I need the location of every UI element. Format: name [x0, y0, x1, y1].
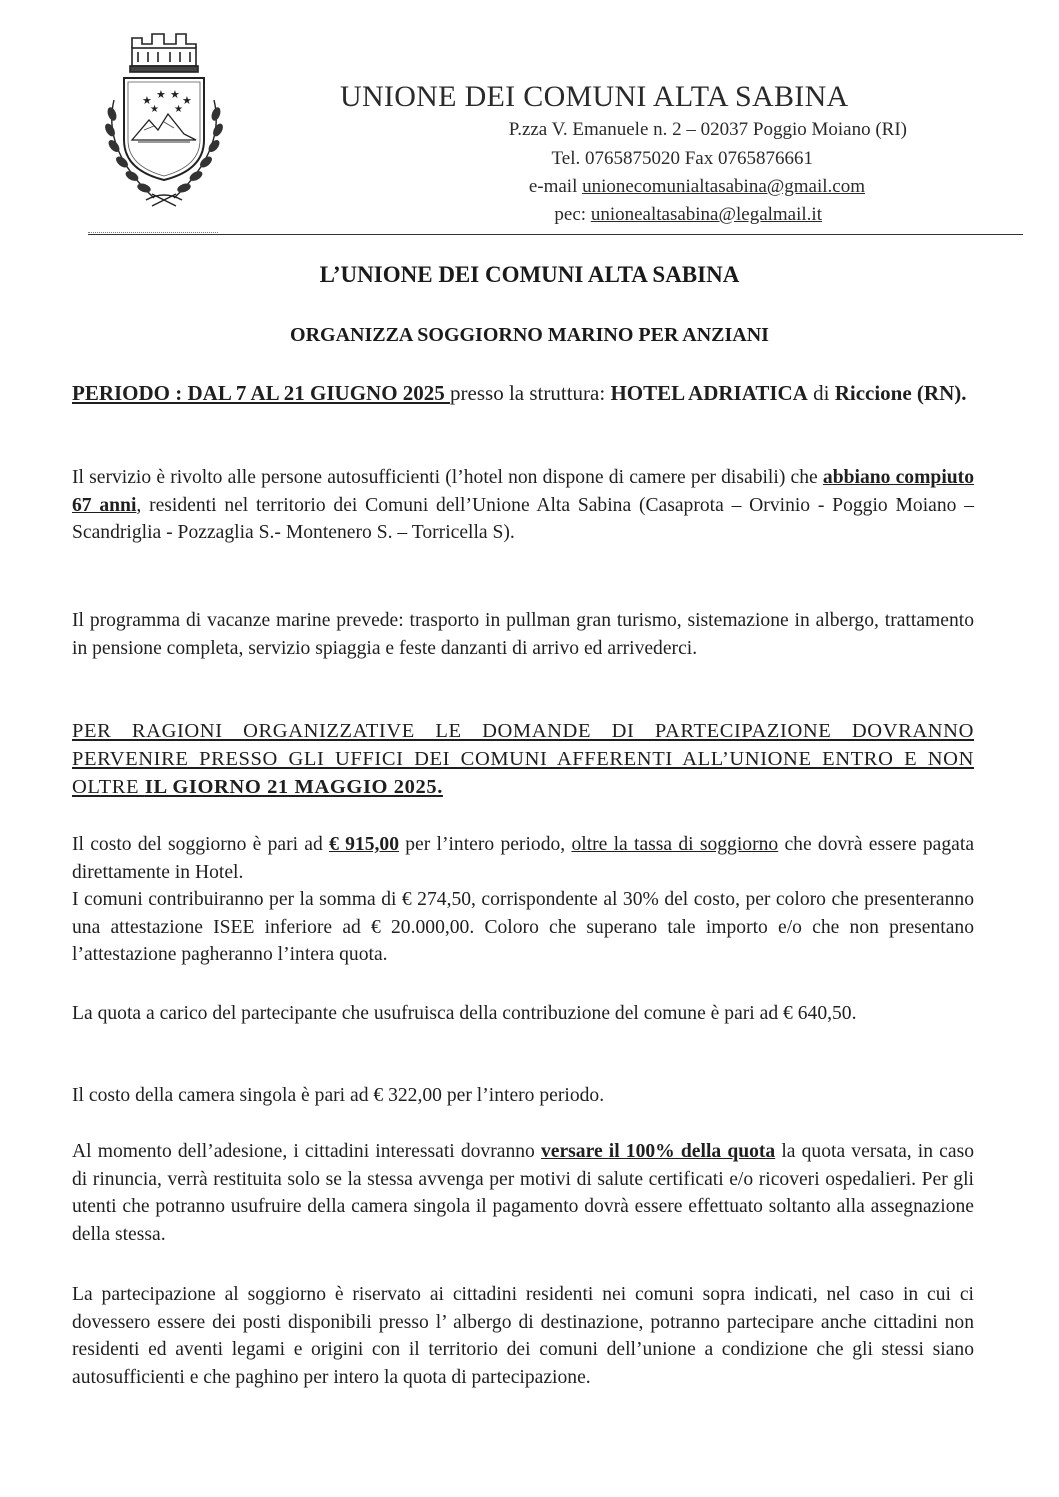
cost-amount: € 915,00 [329, 834, 399, 855]
period-paragraph [72, 379, 974, 408]
svg-text:★: ★ [156, 88, 166, 101]
pec-link[interactable]: unionealtasabina@legalmail.it [590, 204, 822, 225]
document-title: L’UNIONE DEI COMUNI ALTA SABINA [319, 262, 740, 287]
payment-text: Al momento dell’adesione, i cittadini interessati dovranno [72, 1141, 541, 1162]
deadline-text: PER RAGIONI ORGANIZZATIVE LE DOMANDE DI PARTECIPAZIONE DOVRANNO PERVENIRE PRESSO GLI UFFICI DEI COMUNI AFFERENTI ALL’UNIONE ENTRO E NON OLTRE [72, 720, 974, 798]
pec-label: pec: [554, 204, 591, 225]
payment-paragraph [72, 1138, 974, 1248]
payment-highlight: versare il 100% della quota [540, 1141, 776, 1162]
email-label: e-mail [528, 176, 583, 197]
svg-text:★: ★ [174, 104, 183, 115]
age-requirement: abbiano compiuto 67 anni [72, 467, 974, 516]
phone-fax-line: Tel. 0765875020 Fax 0765876661 [551, 148, 813, 169]
cost-paragraph [72, 831, 974, 969]
tourist-tax-note: oltre la tassa di soggiorno [571, 834, 779, 855]
cost-text-3: che dovrà essere pagata direttamente in Hotel. [72, 834, 975, 883]
pec-line [554, 204, 822, 226]
header-divider [88, 234, 1023, 235]
eligibility-paragraph [72, 464, 974, 547]
email-line [529, 176, 865, 198]
period-text: presso la struttura: [450, 381, 611, 405]
payment-text-2: la quota versata, in caso di rinuncia, verrà restituita solo se la stessa avvenga per motivi di salute certificati e/o ricoveri ospedalieri. Per gli utenti che potranno usufruire della camera singola il pagamento dovrà essere effettuato soltanto alla assegnazione della stessa. [72, 1141, 974, 1245]
hotel-name: HOTEL ADRIATICA [610, 381, 808, 405]
contribution-text: I comuni contribuiranno per la somma di € 274,50, corrispondente al 30% del costo, per coloro che presenteranno una attestazione ISEE inferiore ad € 20.000,00. Coloro che superano tale importo e/o che non presentano l’attestazione pagheranno l’intera quota. [72, 889, 974, 965]
hotel-city: Riccione (RN). [834, 381, 967, 405]
cost-text-2: per l’intero periodo, [399, 834, 572, 855]
svg-text:★: ★ [150, 104, 159, 115]
cost-text: Il costo del soggiorno è pari ad [72, 834, 330, 855]
single-room-paragraph: Il costo della camera singola è pari ad € 322,00 per l’intero periodo. [72, 1085, 605, 1106]
document-subtitle: ORGANIZZA SOGGIORNO MARINO PER ANZIANI [290, 324, 769, 346]
participation-paragraph: La partecipazione al soggiorno è riservato ai cittadini residenti nei comuni sopra indicati, nel caso in cui ci dovessero essere dei posti disponibili presso l’ albergo di destinazione, potranno partecipare anche cittadini non residenti ed aventi legami e origini con il territorio dei comuni dell’unione a condizione che gli stessi siano autosufficienti e che paghino per intero la quota di partecipazione. [72, 1284, 974, 1388]
period-label: PERIODO : DAL 7 AL 21 GIUGNO 2025 [72, 381, 451, 405]
deadline-paragraph [72, 717, 974, 801]
program-paragraph: Il programma di vacanze marine prevede: trasporto in pullman gran turismo, sistemazione in albergo, trattamento in pensione completa, servizio spiaggia e feste danzanti di arrivo ed arrivederci. [72, 610, 974, 659]
svg-text:★: ★ [170, 88, 180, 101]
eligibility-text-2: , residenti nel territorio dei Comuni dell’Unione Alta Sabina (Casaprota – Orvinio - Poggio Moiano – Scandriglia - Pozzaglia S.- Montenero S. – Torricella S). [72, 494, 974, 543]
svg-text:★: ★ [182, 94, 192, 107]
email-link[interactable]: unionecomunialtasabina@gmail.com [582, 176, 865, 197]
svg-text:★: ★ [142, 94, 152, 107]
organization-name: UNIONE DEI COMUNI ALTA SABINA [340, 80, 849, 113]
participant-share-paragraph: La quota a carico del partecipante che usufruisca della contribuzione del comune è pari ad € 640,50. [72, 1003, 857, 1024]
eligibility-text: Il servizio è rivolto alle persone autosufficienti (l’hotel non dispone di camere per disabili) che [72, 467, 823, 488]
header-divider-left [88, 232, 218, 233]
coat-of-arms-logo [94, 30, 234, 215]
address-line: P.zza V. Emanuele n. 2 – 02037 Poggio Moiano (RI) [508, 119, 907, 140]
period-text-2: di [807, 381, 835, 405]
deadline-date: IL GIORNO 21 MAGGIO 2025. [144, 776, 443, 798]
